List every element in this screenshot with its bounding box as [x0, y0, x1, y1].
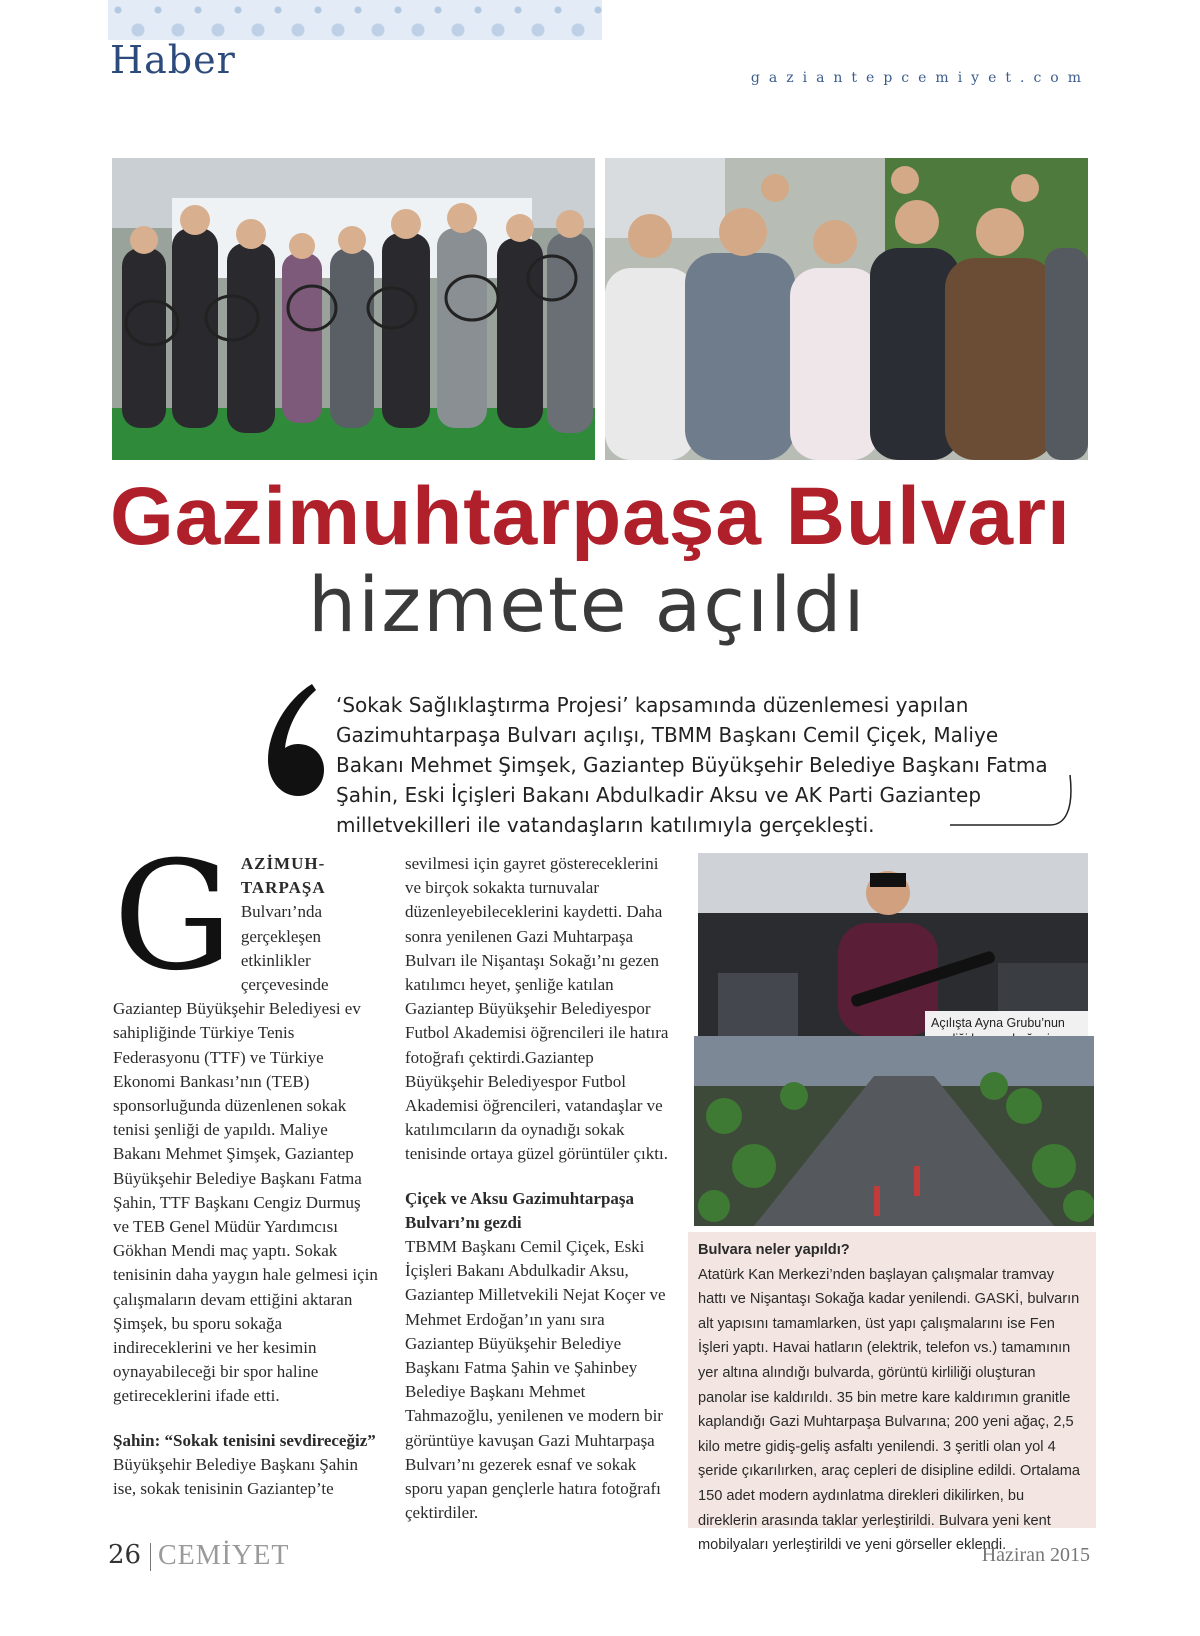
photo-concert [698, 853, 1088, 1036]
article-column-1 [113, 830, 378, 1501]
site-url: gaziantepcemiyet.com [750, 70, 1090, 86]
footer-divider [150, 1543, 151, 1571]
section-label: Haber [110, 38, 236, 82]
info-box-text: Atatürk Kan Merkezi’nden başlayan çalışmalar tramvay hattı ve Nişantaşı Sokağa kadar yenilendi. GASKİ, bulvarın alt yapısını tamamlarken, üst yapı çalışmalarını ise Fen İşleri yaptı. Havai hatların (elektrik, telefon vs.) tamamının yer altına alındığı bulvarda, görüntü kirliliği oluşturan panolar ise kaldırıldı. 35 bin metre kare kaldırımın granitle kaplandığı Gazi Muhtarpaşa Bulvarına; 200 yeni ağaç, 2,5 kilo metre gidiş-geliş asfaltı yenilendi. 3 şeritli olan yol 4 şeride çıkarılırken, araç cepleri de disipline edildi. Ortalama 150 adet modern aydınlatma direkleri dikilirken, bu direklerin arasında taklar yerleştirildi. Bulvara yeni kent mobilyaları yerleştirildi ve yeni görseller eklendi. [698, 1266, 1081, 1554]
info-box [688, 1232, 1096, 1554]
photo-officials [605, 158, 1088, 460]
headline-line1: Gazimuhtarpaşa Bulvarı [110, 471, 1071, 562]
article-column-2 [405, 852, 673, 1525]
drop-cap: G [113, 830, 233, 1004]
issue-date: Haziran 2015 [981, 1544, 1090, 1566]
lead-paragraph: ‘Sokak Sağlıklaştırma Projesi’ kapsamında düzenlemesi yapılan Gazimuhtarpaşa Bulvarı açılışı, TBMM Başkanı Cemil Çiçek, Maliye Bakanı Mehmet Şimşek, Gaziantep Büyükşehir Belediye Başkanı Fatma Şahin, Eski İçişleri Bakanı Abdulkadir Aksu ve AK Parti Gaziantep milletvekilleri ile vatandaşların katılımıyla gerçekleşti. [336, 693, 1048, 837]
photo-boulevard [694, 1036, 1094, 1226]
subheading: Şahin: “Sokak tenisini sevdireceğiz” [113, 1430, 376, 1450]
photo-tennis-group [112, 158, 595, 460]
drop-cap-lead: AZİMUH-TARPAŞA [240, 854, 326, 898]
quote-mark-icon [258, 680, 328, 800]
info-box-heading: Bulvara neler yapıldı? [698, 1242, 850, 1258]
decorative-swoosh [950, 770, 1080, 830]
subheading: Çiçek ve Aksu Gazimuhtarpaşa Bulvarı’nı gezdi [405, 1188, 635, 1232]
photo-caption: Açılışta Ayna Grubu’nun [925, 1011, 1097, 1067]
magazine-brand: CEMİYET [158, 1540, 290, 1571]
paragraph: TBMM Başkanı Cemil Çiçek, Eski İçişleri Bakanı Abdulkadir Aksu, Gaziantep Milletvekili Nejat Koçer ve Mehmet Erdoğan’ın yanı sıra Gaziantep Büyükşehir Belediye Başkanı Fatma Şahin ve Şahinbey Belediye Başkanı Mehmet Tahmazoğlu, yenilenen ve modern bir görüntüye kavuşan Gazi Muhtarpaşa Bulvarı’nı gezerek esnaf ve sokak sporu yapan gençlerle hatıra fotoğrafı çektirdiler. [405, 1237, 666, 1523]
paragraph: sevilmesi için gayret göstereceklerini ve birçok sokakta turnuvalar düzenleyebileceklerini kaydetti. Daha sonra yenilenen Gazi Muhtarpaşa Bulvarı ile Nişantaşı Sokağı’nı gezen katılımcı heyet, şenliğe katılan Gaziantep Büyükşehir Belediyespor Futbol Akademisi öğrencileri ile hatıra fotoğrafı çektirdi.Gaziantep Büyükşehir Belediyespor Futbol Akademisi öğrencileri, vatandaşlar ve katılımcıların da oynadığı sokak tenisinde ortaya güzel görüntüler çıktı. [405, 854, 669, 1164]
page-number: 26 [108, 1540, 142, 1570]
paragraph: Bulvarı’nda gerçekleşen etkinlikler çerçevesinde Gaziantep Büyükşehir Belediyesi ev sahipliğinde Türkiye Tenis Federasyonu (TTF) ve Türkiye Ekonomi Bankası’nın (TEB) sponsorluğunda düzenlenen sokak tenisi şenliği de yapıldı. Maliye Bakanı Mehmet Şimşek, Gaziantep Büyükşehir Belediye Başkanı Fatma Şahin, TTF Başkanı Cengiz Durmuş ve TEB Genel Müdür Yardımcısı Gökhan Mendi maç yaptı. Sokak tenisinin daha yaygın hale gelmesi için çalışmaların devam ettiğini aktaran Şimşek, bu sporu sokağa indireceklerini ve her kesimin oynayabileceği bir spor haline getireceklerini ifade etti. [113, 902, 378, 1406]
headline-line2: hizmete açıldı [308, 560, 867, 649]
header-pattern [108, 0, 602, 40]
paragraph: Büyükşehir Belediye Başkanı Şahin ise, sokak tenisinin Gaziantep’te [113, 1454, 359, 1499]
